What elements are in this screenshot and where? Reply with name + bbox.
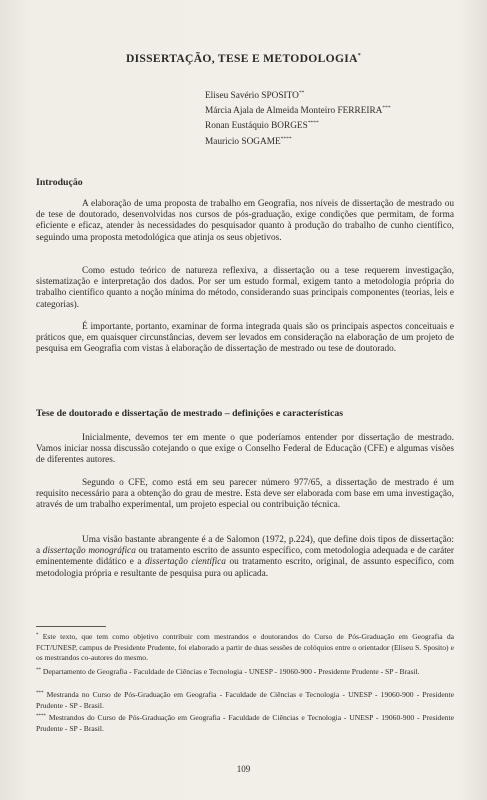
footnote: **** Mestrandos do Curso de Pós-Graduação em Geografia - Faculdade de Ciências e Tecnologia - UNESP - 19060-900 - Presidente Prudente - SP - Brasil. bbox=[36, 713, 454, 733]
footnote: ** Departamento de Geografia - Faculdade de Ciências e Tecnologia - UNESP - 19060-900 - Presidente Prudente - SP - Brasil. bbox=[36, 667, 420, 676]
page-number: 109 bbox=[236, 764, 251, 774]
footnote: * Este texto, que tem como objetivo contribuir com mestrandos e doutorandos do Curso de Pós-Graduação em Geografia da FCT/UNESP, campus de Presidente Prudente, foi elaborado a partir de duas sessões de colóquios entre o orientador (Eliseu S. Sposito) e os mestrandos co-autores do mesmo. bbox=[36, 632, 454, 663]
author-name: Ronan Eustáquio BORGES**** bbox=[205, 120, 319, 132]
title-footnote-mark: * bbox=[357, 53, 362, 59]
italic-term: dissertação monográfica bbox=[42, 546, 136, 557]
footnote: *** Mestranda no Curso de Pós-Graduação em Geografia - Faculdade de Ciências e Tecnologia - UNESP - 19060-900 - Presidente Prudente - SP - Brasil. bbox=[36, 690, 455, 710]
author-name: Eliseu Savério SPOSITO** bbox=[205, 90, 305, 101]
body-paragraph: É importante, portanto, examinar de forma integrada quais são os principais aspectos conceituais e práticos que, em quaisquer circunstâncias, devem ser levados em consideração na elaboração de um projeto de pesquisa em Geografia com vistas à elaboração de dissertação de mestrado ou tese de doutorado. bbox=[36, 322, 454, 355]
section-heading-introducao: Introdução bbox=[36, 177, 83, 188]
article-title: DISSERTAÇÃO, TESE E METODOLOGIA* bbox=[125, 52, 362, 65]
author-list bbox=[205, 87, 391, 148]
italic-term: dissertação científica bbox=[144, 557, 226, 568]
author-name: Márcia Ajala de Almeida Monteiro FERREIRA*** bbox=[205, 105, 391, 117]
body-paragraph: Como estudo teórico de natureza reflexiva, a dissertação ou a tese requerem investigação, sistematização e interpretação dos dados. Por ser um estudo formal, exigem tanto a metodologia própria do trabalho científico quanto a noção mínima do método, considerando suas principais componentes (teorias, leis e categorias). bbox=[36, 266, 454, 310]
body-paragraph: Segundo o CFE, como está em seu parecer número 977/65, a dissertação de mestrado é um requisito necessário para a obtenção do grau de mestre. Esta deve ser elaborada com base em uma investigação, através de um trabalho experimental, um projeto especial ou contribuição técnica. bbox=[36, 478, 454, 511]
body-paragraph-salomon: Uma visão bastante abrangente é a de Salomon (1972, p.224), que define dois tipos de dissertação: a dissertação monográfica ou tratamento escrito de assunto específico, com metodologia adequada e de caráter eminentemente didático e a dissertação científica ou tratamento escrito, original, de assunto específico, com metodologia própria e resultante de pesquisa pura ou aplicada. bbox=[36, 535, 455, 579]
footnote-divider bbox=[36, 626, 106, 627]
body-paragraph: A elaboração de uma proposta de trabalho em Geografia, nos níveis de dissertação de mestrado ou de tese de doutorado, desenvolvidas nos cursos de pós-graduação, exige condições que permitam, de forma eficiente e eficaz, atender às necessidades do pesquisador quanto à produção do trabalho de cunho científico, seguindo uma proposta metodológica que atinja os seus objetivos. bbox=[36, 199, 454, 243]
author-name: Mauricio SOGAME**** bbox=[205, 135, 292, 147]
section-heading-tese: Tese de doutorado e dissertação de mestrado – definições e características bbox=[36, 408, 344, 419]
body-paragraph: Inicialmente, devemos ter em mente o que poderíamos entender por dissertação de mestrado. Vamos iniciar nossa discussão cotejando o que exige o Conselho Federal de Educação (CFE) e algumas visões de diferentes autores. bbox=[36, 433, 454, 466]
